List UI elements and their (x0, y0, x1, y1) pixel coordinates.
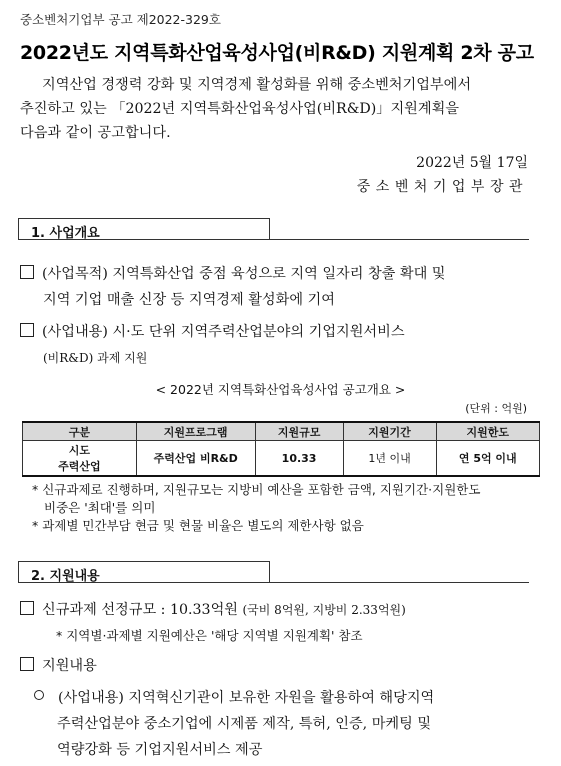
sub-bullet-text-cont: 주력산업분야 중소기업에 시제품 제작, 특허, 인증, 마케팅 및 (57, 716, 432, 732)
sub-bullet-text: (사업내용) 지역혁신기관이 보유한 자원을 활용하여 해당지역 (58, 690, 435, 706)
table-header: 지원규모 (255, 422, 343, 441)
section-2-bullet-scale (20, 597, 540, 623)
intro-paragraph (20, 73, 540, 145)
table-cell-category (23, 441, 137, 477)
square-bullet-icon (20, 601, 34, 615)
section-1-header (18, 218, 270, 239)
bullet-text-paren: (국비 8억원, 지방비 2.33억원) (242, 603, 406, 617)
table-cell-period: 1년 이내 (343, 441, 436, 477)
category-line-2: 주력산업 (58, 460, 101, 473)
table-header-row (23, 422, 540, 441)
section-2-header (18, 561, 270, 582)
section-1-bullet-content (20, 319, 540, 371)
table-cell-scale: 10.33 (255, 441, 343, 477)
intro-line-3: 다음과 같이 공고합니다. (20, 125, 171, 141)
bullet-text-cont: (비R&D) 과제 지원 (43, 351, 148, 365)
bullet-text: (사업목적) 지역특화산업 중점 육성으로 지역 일자리 창출 확대 및 (42, 266, 446, 282)
note-2: * 과제별 민간부담 현금 및 현물 비율은 별도의 제한사항 없음 (32, 518, 364, 533)
intro-line-2: 추진하고 있는 「2022년 지역특화산업육성사업(비R&D)」지원계획을 (20, 101, 459, 117)
table-header: 지원한도 (436, 422, 539, 441)
table-unit: (단위 : 억원) (465, 402, 527, 415)
note-1-line-2: 비중은 '최대'를 의미 (44, 500, 156, 515)
intro-line-1: 지역산업 경쟁력 강화 및 지역경제 활성화를 위해 중소벤처기업부에서 (42, 77, 472, 93)
section-2-sub-bullet (34, 685, 542, 763)
table-row (23, 441, 540, 477)
issuer-name: 중소벤처기업부장관 (356, 179, 528, 195)
bullet-text: 신규과제 선정규모 : 10.33억원 (42, 602, 238, 618)
section-2-note: * 지역별·과제별 지원예산은 '해당 지역별 지원계획' 참조 (56, 628, 363, 643)
bullet-text: 지원내용 (42, 658, 97, 674)
circle-bullet-icon (34, 690, 44, 700)
note-1-line-1: * 신규과제로 진행하며, 지원규모는 지방비 예산을 포함한 금액, 지원기간·지원한도 (32, 482, 481, 497)
section-2-heading: 2. 지원내용 (31, 569, 100, 584)
square-bullet-icon (20, 265, 34, 279)
bullet-text-cont: 지역 기업 매출 신장 등 지역경제 활성화에 기여 (43, 292, 335, 308)
square-bullet-icon (20, 657, 34, 671)
table-header: 구분 (23, 422, 137, 441)
section-1-bullet-purpose (20, 261, 540, 313)
notice-date: 2022년 5월 17일 (416, 155, 528, 171)
bullet-text: (사업내용) 시·도 단위 지역주력산업분야의 기업지원서비스 (42, 324, 405, 340)
section-2-bullet-support (20, 653, 540, 679)
category-line-1: 시도 (68, 444, 90, 457)
section-1-heading: 1. 사업개요 (31, 226, 100, 241)
table-cell-limit: 연 5억 이내 (436, 441, 539, 477)
page-title: 2022년도 지역특화산업육성사업(비R&D) 지원계획 2차 공고 (20, 42, 534, 64)
table-header: 지원프로그램 (136, 422, 255, 441)
notice-number: 중소벤처기업부 공고 제2022-329호 (20, 12, 221, 27)
square-bullet-icon (20, 323, 34, 337)
table-caption: < 2022년 지역특화산업육성사업 공고개요 > (155, 382, 406, 397)
table-cell-program: 주력산업 비R&D (136, 441, 255, 477)
sub-bullet-text-cont: 역량강화 등 기업지원서비스 제공 (57, 742, 263, 758)
overview-table (22, 421, 540, 477)
table-header: 지원기간 (343, 422, 436, 441)
table-notes (32, 481, 542, 535)
